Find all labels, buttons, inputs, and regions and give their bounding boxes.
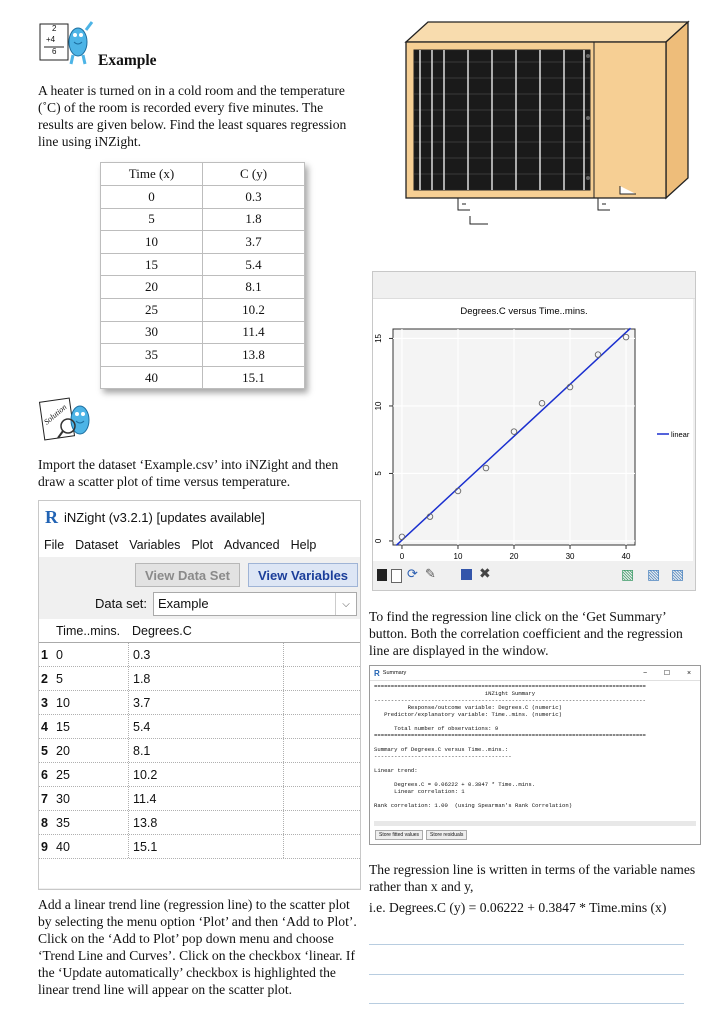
table-row <box>101 276 305 299</box>
table-cell-c: 0.3 <box>203 186 305 209</box>
grid-cell-degrees[interactable]: 10.2 <box>129 763 284 786</box>
chart-title: Degrees.C versus Time..mins. <box>460 306 588 317</box>
grid-row-number: 3 <box>41 695 48 710</box>
data-table <box>100 162 305 389</box>
summary-title: Summary <box>382 670 407 676</box>
table-cell-time: 30 <box>101 321 203 344</box>
grid-row-number: 7 <box>41 791 48 806</box>
grid-cell-time[interactable]: 10 <box>54 691 129 714</box>
fraction-bottom: 6 <box>52 47 57 56</box>
menu-advanced[interactable]: Advanced <box>223 538 280 552</box>
fraction-middle: +4 <box>46 35 56 44</box>
r-logo-icon: R <box>374 668 380 678</box>
table-header-row <box>101 163 305 186</box>
store-fitted-values-button[interactable]: Store fitted values <box>375 830 423 840</box>
grid-cell-degrees[interactable]: 11.4 <box>129 787 284 810</box>
grid-cell-degrees[interactable]: 8.1 <box>129 739 284 762</box>
new-page-icon[interactable] <box>391 569 402 583</box>
grid-row[interactable] <box>39 811 360 835</box>
refresh-icon[interactable]: ⟳ <box>407 566 418 581</box>
table-row <box>101 231 305 254</box>
grid-col-degrees[interactable]: Degrees.C <box>132 623 192 638</box>
plot-window <box>372 271 696 591</box>
legend-label: linear <box>671 430 690 439</box>
summary-line <box>374 760 696 767</box>
grid-col-time[interactable]: Time..mins. <box>56 623 121 638</box>
summary-titlebar <box>370 666 700 681</box>
table-row <box>101 366 305 389</box>
table-header-time: Time (x) <box>101 163 203 186</box>
grid-cell-time[interactable]: 35 <box>54 811 129 834</box>
example-title: Example <box>98 52 157 69</box>
table-cell-time: 25 <box>101 298 203 321</box>
grid-cell-degrees[interactable]: 3.7 <box>129 691 284 714</box>
summary-line <box>374 795 696 802</box>
data-grid <box>39 619 360 888</box>
regression-paragraph: The regression line is written in terms of the variable names rather than x and y, <box>369 862 696 894</box>
grid-cell-time[interactable]: 25 <box>54 763 129 786</box>
r-logo-icon: R <box>45 506 58 527</box>
view-data-set-button[interactable]: View Data Set <box>135 563 240 587</box>
x-tick-label: 30 <box>565 552 575 561</box>
inzight-window <box>38 500 361 890</box>
dataset-select-value: Example <box>158 596 209 611</box>
grid-row-number: 4 <box>41 719 48 734</box>
summary-line: Response/outcome variable: Degrees.C (numeric) <box>374 704 562 711</box>
table-cell-c: 5.4 <box>203 253 305 276</box>
close-button[interactable]: × <box>686 669 692 677</box>
inzight-title: iNZight (v3.2.1) [updates available] <box>64 509 265 525</box>
inzight-titlebar <box>39 501 360 533</box>
regression-equation: i.e. Degrees.C (y) = 0.06222 + 0.3847 * Time.mins (x) <box>369 900 667 915</box>
solution-mascot-icon <box>38 396 98 446</box>
save-icon[interactable] <box>377 569 387 581</box>
x-tick-label: 0 <box>399 552 405 561</box>
inzight-menubar <box>39 533 360 557</box>
grid-row[interactable] <box>39 667 360 691</box>
summary-line <box>374 739 696 746</box>
table-row <box>101 344 305 367</box>
grid-cell-degrees[interactable]: 13.8 <box>129 811 284 834</box>
summary-line: Total number of observations: 9 <box>374 725 499 732</box>
grid-row[interactable] <box>39 691 360 715</box>
grid-cell-degrees[interactable]: 5.4 <box>129 715 284 738</box>
summary-line: Rank correlation: 1.00 (using Spearman's Rank Correlation) <box>374 802 573 809</box>
grid-cell-time[interactable]: 0 <box>54 643 129 666</box>
table-cell-c: 1.8 <box>203 208 305 231</box>
grid-cell-time[interactable]: 20 <box>54 739 129 762</box>
dataset-label: Data set: <box>95 596 148 611</box>
grid-row[interactable] <box>39 763 360 787</box>
scatter-plot <box>373 299 693 561</box>
menu-dataset[interactable]: Dataset <box>75 538 119 552</box>
answer-line-1 <box>369 944 684 945</box>
summary-line: --------------------------------------------------------------------------------- <box>374 697 646 704</box>
plot-toolbar <box>373 562 695 590</box>
grid-row[interactable] <box>39 643 360 667</box>
table-row <box>101 186 305 209</box>
solution-icon-text: Solution <box>42 402 69 427</box>
fraction-top: 2 <box>52 24 57 33</box>
summary-scrollbar[interactable] <box>374 821 696 826</box>
grid-row[interactable] <box>39 715 360 739</box>
summary-line: ================================================================================= <box>374 732 646 739</box>
close-icon[interactable]: ✖ <box>479 565 491 581</box>
grid-row[interactable] <box>39 787 360 811</box>
grid-cell-degrees[interactable]: 0.3 <box>129 643 284 666</box>
chevron-down-icon: ⌵ <box>335 593 356 615</box>
grid-cell-time[interactable]: 5 <box>54 667 129 690</box>
trend-paragraph: Add a linear trend line (regression line) to the scatter plot by selecting the menu option ‘Plot’ and then ‘Add to Plot’. Click on the ‘Add to Plot’ pop down menu and choose ‘Trend Line and Curves’. Click on the checkbox ‘linear. If the ‘Update automatically’ checkbox is highlighted the linear trend line will appear on the scatter plot. <box>38 897 357 997</box>
summary-line: Linear trend: <box>374 767 418 774</box>
x-tick-label: 10 <box>453 552 463 561</box>
table-cell-time: 0 <box>101 186 203 209</box>
summary-line: Linear correlation: 1 <box>374 788 465 795</box>
grid-header-row <box>39 619 360 643</box>
grid-row-number: 9 <box>41 839 48 854</box>
table-cell-time: 5 <box>101 208 203 231</box>
table-cell-time: 35 <box>101 344 203 367</box>
grid-cell-degrees[interactable]: 15.1 <box>129 835 284 858</box>
y-tick-label: 15 <box>374 333 383 343</box>
summary-text <box>370 681 700 821</box>
heater-illustration <box>398 18 688 230</box>
summary-line: Degrees.C = 0.06222 + 0.3847 * Time..mins. <box>374 781 536 788</box>
menu-file[interactable]: File <box>44 538 65 552</box>
table-header-c: C (y) <box>203 163 305 186</box>
y-tick-label: 10 <box>374 401 383 411</box>
remove-additions-icon[interactable]: ▧ <box>647 566 661 582</box>
grid-row[interactable] <box>39 835 360 859</box>
y-tick-label: 5 <box>374 471 383 476</box>
grid-cell-time[interactable]: 15 <box>54 715 129 738</box>
edit-icon[interactable]: ✎ <box>425 566 436 581</box>
table-cell-time: 15 <box>101 253 203 276</box>
menu-variables[interactable]: Variables <box>129 538 181 552</box>
inference-icon[interactable]: ▧ <box>671 566 685 582</box>
plot-top-strip <box>373 272 695 299</box>
store-residuals-button[interactable]: Store residuals <box>426 830 467 840</box>
table-row <box>101 253 305 276</box>
maximize-button[interactable]: ☐ <box>663 670 671 677</box>
fraction-mascot-icon <box>38 20 94 66</box>
grid-row-number: 5 <box>41 743 48 758</box>
intro-paragraph: A heater is turned on in a cold room and the temperature (˚C) of the room is recorded every five minutes. The results are given below. Find the least squares regression line using iNZight. <box>38 83 347 149</box>
summary-line <box>374 718 696 725</box>
grid-row-number: 2 <box>41 671 48 686</box>
summary-line: iNZight Summary <box>374 690 536 697</box>
table-cell-time: 40 <box>101 366 203 389</box>
grid-row-number: 8 <box>41 815 48 830</box>
answer-line-2 <box>369 974 684 975</box>
grid-cell-time[interactable]: 30 <box>54 787 129 810</box>
export-icon[interactable] <box>461 569 472 580</box>
grid-row-number: 6 <box>41 767 48 782</box>
table-row <box>101 298 305 321</box>
summary-paragraph: To find the regression line click on the ‘Get Summary’ button. Both the correlation coefficient and the regression line are displayed in the window. <box>369 609 683 658</box>
table-cell-c: 8.1 <box>203 276 305 299</box>
table-cell-time: 20 <box>101 276 203 299</box>
answer-line-3 <box>369 1003 684 1004</box>
summary-line: Summary of Degrees.C versus Time..mins.: <box>374 746 509 753</box>
y-tick-label: 0 <box>374 538 383 544</box>
summary-line: ----------------------------------------- <box>374 753 512 760</box>
table-cell-c: 11.4 <box>203 321 305 344</box>
table-cell-c: 10.2 <box>203 298 305 321</box>
summary-line: Predictor/explanatory variable: Time..mins. (numeric) <box>374 711 562 718</box>
dataset-select[interactable] <box>153 592 357 616</box>
grid-cell-time[interactable]: 40 <box>54 835 129 858</box>
x-tick-label: 20 <box>509 552 519 561</box>
grid-row[interactable] <box>39 739 360 763</box>
grid-cell-degrees[interactable]: 1.8 <box>129 667 284 690</box>
view-variables-button[interactable]: View Variables <box>248 563 358 587</box>
table-cell-c: 3.7 <box>203 231 305 254</box>
summary-line: ================================================================================= <box>374 683 646 690</box>
table-cell-c: 13.8 <box>203 344 305 367</box>
x-tick-label: 40 <box>621 552 631 561</box>
summary-line <box>374 774 696 781</box>
grid-row-number: 1 <box>41 647 48 662</box>
table-cell-c: 15.1 <box>203 366 305 389</box>
add-to-plot-icon[interactable]: ▧ <box>621 566 635 582</box>
menu-help[interactable]: Help <box>290 538 317 552</box>
table-row <box>101 208 305 231</box>
minimize-button[interactable]: − <box>642 669 648 677</box>
menu-plot[interactable]: Plot <box>191 538 213 552</box>
solution-paragraph: Import the dataset ‘Example.csv’ into iNZight and then draw a scatter plot of time versus temperature. <box>38 457 339 489</box>
table-cell-time: 10 <box>101 231 203 254</box>
table-row <box>101 321 305 344</box>
summary-window <box>369 665 701 845</box>
